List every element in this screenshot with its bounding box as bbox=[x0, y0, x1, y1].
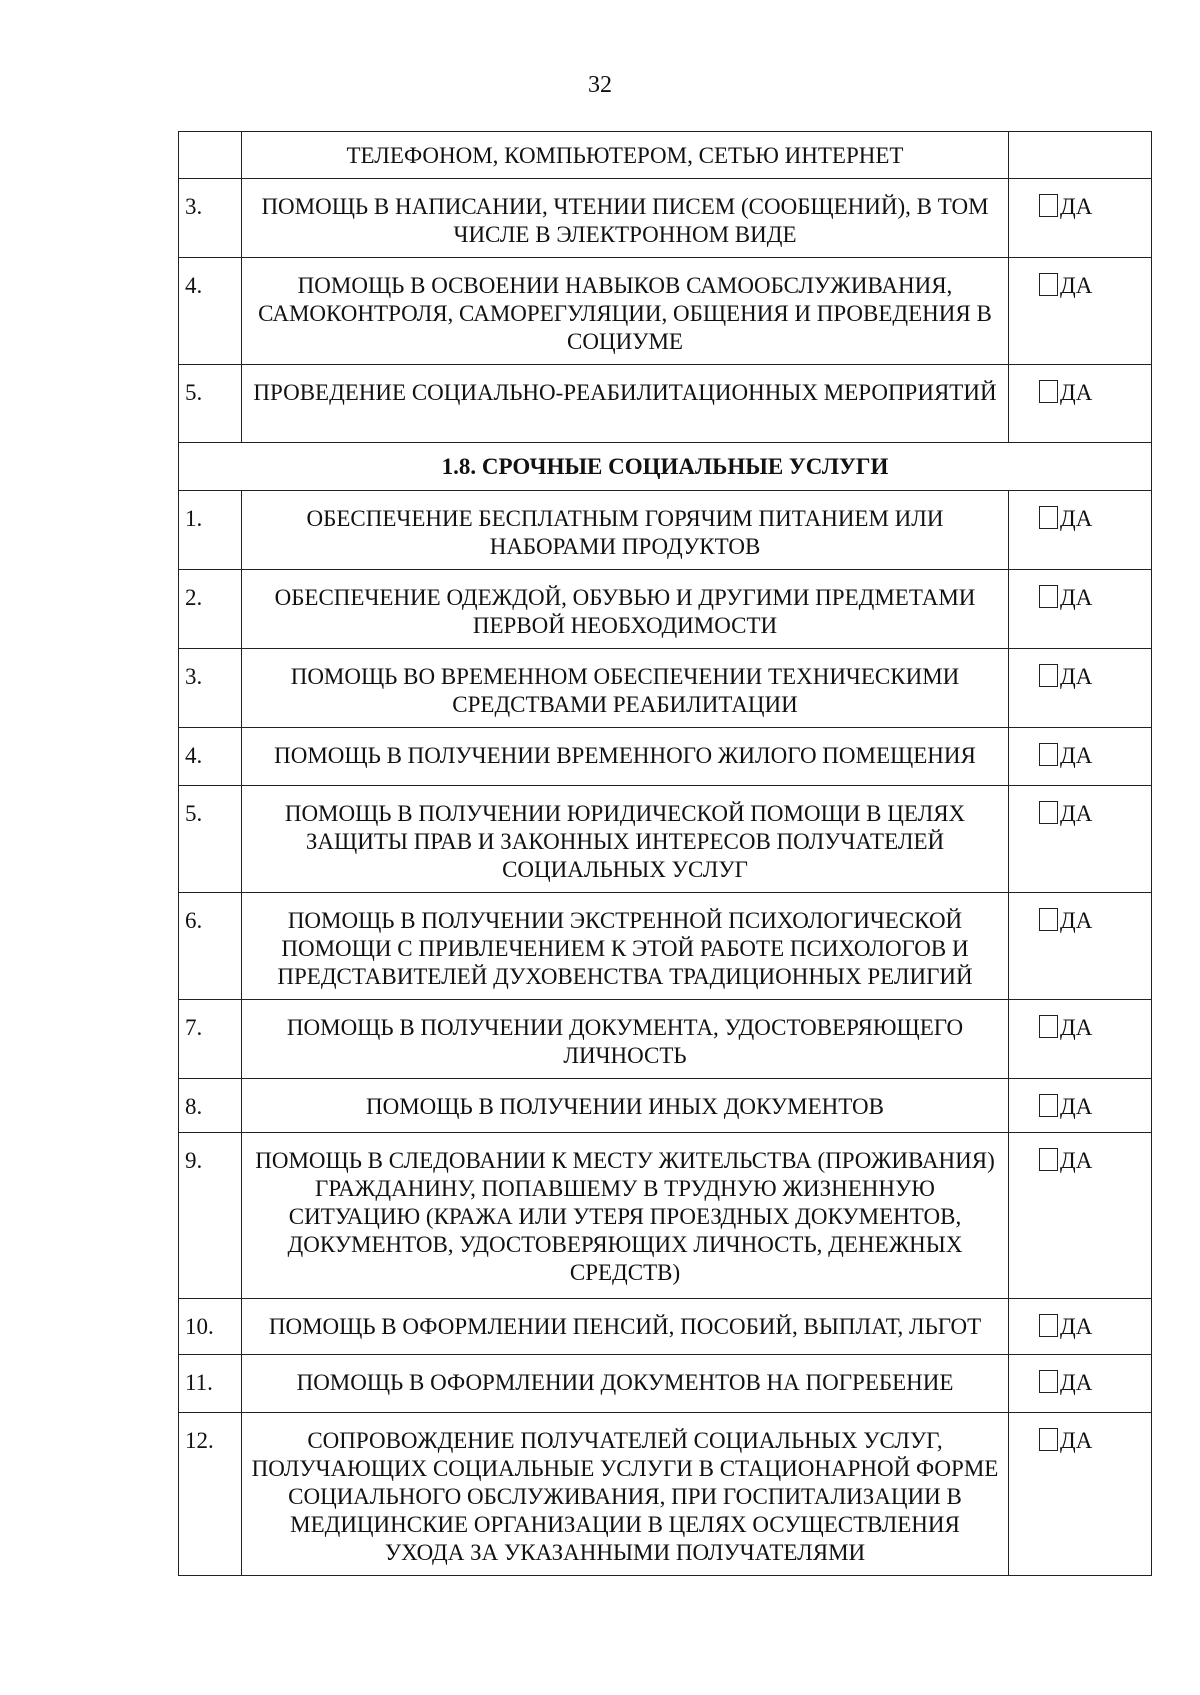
checkbox[interactable] bbox=[1039, 908, 1058, 931]
row-text: ПОМОЩЬ В ПОЛУЧЕНИИ ЮРИДИЧЕСКОЙ ПОМОЩИ В ЦЕЛЯХ ЗАЩИТЫ ПРАВ И ЗАКОННЫХ ИНТЕРЕСОВ ПОЛУЧАТЕЛЕЙ СОЦИАЛЬНЫХ УСЛУГ bbox=[242, 786, 1009, 893]
row-text: ПОМОЩЬ В ПОЛУЧЕНИИ ЭКСТРЕННОЙ ПСИХОЛОГИЧЕСКОЙ ПОМОЩИ С ПРИВЛЕЧЕНИЕМ К ЭТОЙ РАБОТЕ ПСИХОЛОГОВ И ПРЕДСТАВИТЕЛЕЙ ДУХОВЕНСТВА ТРАДИЦИОННЫХ РЕЛИГИЙ bbox=[242, 893, 1009, 1000]
checkbox[interactable] bbox=[1039, 194, 1058, 217]
yes-label: ДА bbox=[1060, 380, 1093, 405]
table-row bbox=[179, 1355, 1152, 1413]
table-row bbox=[179, 728, 1152, 786]
yes-label: ДА bbox=[1060, 1370, 1093, 1395]
checkbox[interactable] bbox=[1039, 273, 1058, 296]
row-check-cell bbox=[1009, 132, 1152, 179]
yes-checkbox-cell[interactable] bbox=[1009, 1299, 1152, 1355]
row-number: 3. bbox=[179, 179, 242, 258]
row-text: ПОМОЩЬ В ОФОРМЛЕНИИ ДОКУМЕНТОВ НА ПОГРЕБЕНИЕ bbox=[242, 1355, 1009, 1413]
yes-label: ДА bbox=[1060, 1094, 1093, 1119]
table-row bbox=[179, 1413, 1152, 1576]
row-number: 5. bbox=[179, 786, 242, 893]
table-row bbox=[179, 786, 1152, 893]
yes-checkbox-cell[interactable] bbox=[1009, 1079, 1152, 1133]
row-text: ОБЕСПЕЧЕНИЕ БЕСПЛАТНЫМ ГОРЯЧИМ ПИТАНИЕМ ИЛИ НАБОРАМИ ПРОДУКТОВ bbox=[242, 491, 1009, 570]
row-number: 4. bbox=[179, 258, 242, 365]
checkbox[interactable] bbox=[1039, 380, 1058, 403]
yes-checkbox-cell[interactable] bbox=[1009, 491, 1152, 570]
checkbox[interactable] bbox=[1039, 664, 1058, 687]
checkbox[interactable] bbox=[1039, 1094, 1058, 1117]
table-row bbox=[179, 893, 1152, 1000]
row-text: ПОМОЩЬ В ОФОРМЛЕНИИ ПЕНСИЙ, ПОСОБИЙ, ВЫПЛАТ, ЛЬГОТ bbox=[242, 1299, 1009, 1355]
row-number: 5. bbox=[179, 365, 242, 443]
row-number: 1. bbox=[179, 491, 242, 570]
section-title: 1.8. СРОЧНЫЕ СОЦИАЛЬНЫЕ УСЛУГИ bbox=[179, 443, 1152, 491]
checkbox[interactable] bbox=[1039, 1428, 1058, 1451]
row-text: ПОМОЩЬ В ОСВОЕНИИ НАВЫКОВ САМООБСЛУЖИВАНИЯ, САМОКОНТРОЛЯ, САМОРЕГУЛЯЦИИ, ОБЩЕНИЯ И ПРОВЕДЕНИЯ В СОЦИУМЕ bbox=[242, 258, 1009, 365]
services-table bbox=[178, 131, 1152, 1576]
table-row bbox=[179, 1000, 1152, 1079]
yes-label: ДА bbox=[1060, 1428, 1093, 1453]
checkbox[interactable] bbox=[1039, 1370, 1058, 1393]
yes-checkbox-cell[interactable] bbox=[1009, 570, 1152, 649]
row-text: ПРОВЕДЕНИЕ СОЦИАЛЬНО-РЕАБИЛИТАЦИОННЫХ МЕРОПРИЯТИЙ bbox=[242, 365, 1009, 443]
yes-checkbox-cell[interactable] bbox=[1009, 1413, 1152, 1576]
table-row bbox=[179, 132, 1152, 179]
row-text: ПОМОЩЬ В ПОЛУЧЕНИИ ИНЫХ ДОКУМЕНТОВ bbox=[242, 1079, 1009, 1133]
yes-label: ДА bbox=[1060, 1148, 1093, 1173]
row-number: 6. bbox=[179, 893, 242, 1000]
table-row bbox=[179, 491, 1152, 570]
yes-label: ДА bbox=[1060, 1015, 1093, 1040]
yes-checkbox-cell[interactable] bbox=[1009, 1000, 1152, 1079]
row-number bbox=[179, 132, 242, 179]
row-text: ПОМОЩЬ В СЛЕДОВАНИИ К МЕСТУ ЖИТЕЛЬСТВА (ПРОЖИВАНИЯ) ГРАЖДАНИНУ, ПОПАВШЕМУ В ТРУДНУЮ ЖИЗНЕННУЮ СИТУАЦИЮ (КРАЖА ИЛИ УТЕРЯ ПРОЕЗДНЫХ ДОКУМЕНТОВ, ДОКУМЕНТОВ, УДОСТОВЕРЯЮЩИХ ЛИЧНОСТЬ, ДЕНЕЖНЫХ СРЕДСТВ) bbox=[242, 1133, 1009, 1299]
yes-label: ДА bbox=[1060, 273, 1093, 298]
row-text: СОПРОВОЖДЕНИЕ ПОЛУЧАТЕЛЕЙ СОЦИАЛЬНЫХ УСЛУГ, ПОЛУЧАЮЩИХ СОЦИАЛЬНЫЕ УСЛУГИ В СТАЦИОНАРНОЙ ФОРМЕ СОЦИАЛЬНОГО ОБСЛУЖИВАНИЯ, ПРИ ГОСПИТАЛИЗАЦИИ В МЕДИЦИНСКИЕ ОРГАНИЗАЦИИ В ЦЕЛЯХ ОСУЩЕСТВЛЕНИЯ УХОДА ЗА УКАЗАННЫМИ ПОЛУЧАТЕЛЯМИ bbox=[242, 1413, 1009, 1576]
yes-checkbox-cell[interactable] bbox=[1009, 365, 1152, 443]
checkbox[interactable] bbox=[1039, 585, 1058, 608]
yes-label: ДА bbox=[1060, 801, 1093, 826]
row-number: 12. bbox=[179, 1413, 242, 1576]
row-text: ОБЕСПЕЧЕНИЕ ОДЕЖДОЙ, ОБУВЬЮ И ДРУГИМИ ПРЕДМЕТАМИ ПЕРВОЙ НЕОБХОДИМОСТИ bbox=[242, 570, 1009, 649]
row-number: 7. bbox=[179, 1000, 242, 1079]
yes-checkbox-cell[interactable] bbox=[1009, 179, 1152, 258]
yes-label: ДА bbox=[1060, 1314, 1093, 1339]
checkbox[interactable] bbox=[1039, 1314, 1058, 1337]
table-row bbox=[179, 1079, 1152, 1133]
table-row bbox=[179, 365, 1152, 443]
yes-label: ДА bbox=[1060, 908, 1093, 933]
table-row bbox=[179, 1299, 1152, 1355]
row-number: 11. bbox=[179, 1355, 242, 1413]
yes-checkbox-cell[interactable] bbox=[1009, 649, 1152, 728]
checkbox[interactable] bbox=[1039, 743, 1058, 766]
row-number: 4. bbox=[179, 728, 242, 786]
row-text: ПОМОЩЬ ВО ВРЕМЕННОМ ОБЕСПЕЧЕНИИ ТЕХНИЧЕСКИМИ СРЕДСТВАМИ РЕАБИЛИТАЦИИ bbox=[242, 649, 1009, 728]
yes-checkbox-cell[interactable] bbox=[1009, 258, 1152, 365]
page-number: 32 bbox=[588, 72, 612, 98]
table-row bbox=[179, 1133, 1152, 1299]
yes-checkbox-cell[interactable] bbox=[1009, 1355, 1152, 1413]
checkbox[interactable] bbox=[1039, 1015, 1058, 1038]
yes-checkbox-cell[interactable] bbox=[1009, 786, 1152, 893]
row-text: ТЕЛЕФОНОМ, КОМПЬЮТЕРОМ, СЕТЬЮ ИНТЕРНЕТ bbox=[242, 132, 1009, 179]
row-text: ПОМОЩЬ В НАПИСАНИИ, ЧТЕНИИ ПИСЕМ (СООБЩЕНИЙ), В ТОМ ЧИСЛЕ В ЭЛЕКТРОННОМ ВИДЕ bbox=[242, 179, 1009, 258]
yes-label: ДА bbox=[1060, 743, 1093, 768]
table-row bbox=[179, 570, 1152, 649]
yes-label: ДА bbox=[1060, 194, 1093, 219]
checkbox[interactable] bbox=[1039, 801, 1058, 824]
yes-label: ДА bbox=[1060, 664, 1093, 689]
checkbox[interactable] bbox=[1039, 1148, 1058, 1171]
row-text: ПОМОЩЬ В ПОЛУЧЕНИИ ДОКУМЕНТА, УДОСТОВЕРЯЮЩЕГО ЛИЧНОСТЬ bbox=[242, 1000, 1009, 1079]
row-number: 3. bbox=[179, 649, 242, 728]
yes-checkbox-cell[interactable] bbox=[1009, 893, 1152, 1000]
checkbox[interactable] bbox=[1039, 506, 1058, 529]
table-body bbox=[179, 132, 1152, 1576]
yes-label: ДА bbox=[1060, 506, 1093, 531]
row-number: 2. bbox=[179, 570, 242, 649]
section-header-row bbox=[179, 443, 1152, 491]
row-number: 10. bbox=[179, 1299, 242, 1355]
row-text: ПОМОЩЬ В ПОЛУЧЕНИИ ВРЕМЕННОГО ЖИЛОГО ПОМЕЩЕНИЯ bbox=[242, 728, 1009, 786]
row-number: 8. bbox=[179, 1079, 242, 1133]
table-row bbox=[179, 258, 1152, 365]
yes-checkbox-cell[interactable] bbox=[1009, 1133, 1152, 1299]
row-number: 9. bbox=[179, 1133, 242, 1299]
table-row bbox=[179, 649, 1152, 728]
yes-checkbox-cell[interactable] bbox=[1009, 728, 1152, 786]
yes-label: ДА bbox=[1060, 585, 1093, 610]
table-row bbox=[179, 179, 1152, 258]
